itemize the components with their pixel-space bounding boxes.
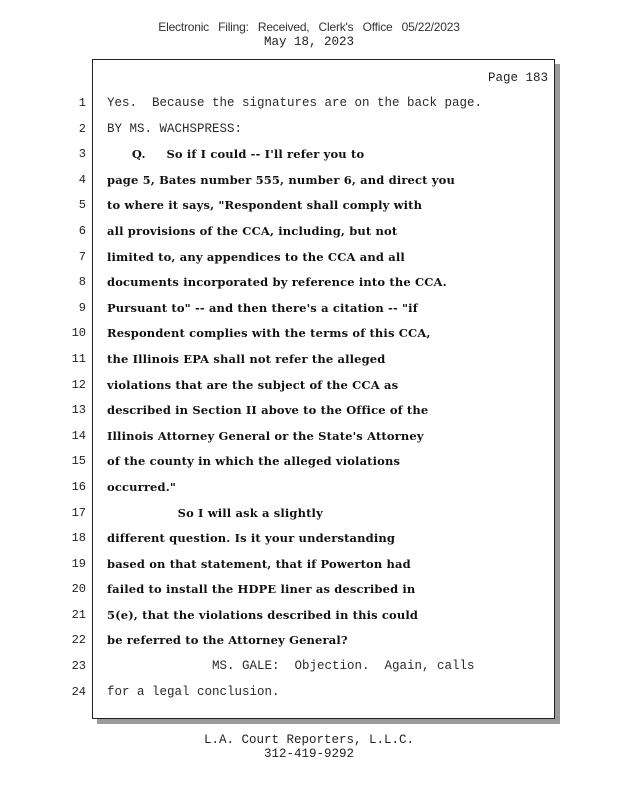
line-number: 7 xyxy=(78,249,86,264)
transcript-line: to where it says, "Respondent shall comply with xyxy=(107,198,423,213)
transcript-line: MS. GALE: Objection. Again, calls xyxy=(107,659,475,674)
transcript-line: failed to install the HDPE liner as described in xyxy=(107,582,416,597)
line-number: 20 xyxy=(71,582,86,597)
transcript-line: Respondent complies with the terms of this CCA, xyxy=(107,326,431,341)
footer-company: L.A. Court Reporters, L.L.C. xyxy=(203,733,415,747)
line-number: 21 xyxy=(71,607,86,622)
filing-stamp: Electronic Filing: Received, Clerk's Office 05/22/2023 xyxy=(158,20,460,34)
line-number: 17 xyxy=(71,505,86,520)
transcript-line: described in Section II above to the Office of the xyxy=(107,403,429,418)
line-number: 9 xyxy=(78,300,86,315)
line-number: 14 xyxy=(71,428,86,443)
transcript-line: based on that statement, that if Powerton had xyxy=(107,556,411,571)
transcript-line: Pursuant to" -- and then there's a citation -- "if xyxy=(107,300,418,315)
transcript-line: occurred." xyxy=(107,479,177,494)
line-number: 2 xyxy=(78,121,86,136)
transcript-line: of the county in which the alleged violations xyxy=(107,454,401,469)
line-number: 16 xyxy=(71,479,86,494)
transcript-line: Yes. Because the signatures are on the back page. xyxy=(107,96,483,110)
line-number: 15 xyxy=(71,454,86,469)
line-number: 5 xyxy=(78,198,86,213)
transcript-line: So I will ask a slightly xyxy=(107,505,323,520)
header-date: May 18, 2023 xyxy=(263,35,354,49)
transcript-line: Illinois Attorney General or the State's Attorney xyxy=(107,428,424,443)
transcript-line: violations that are the subject of the CCA as xyxy=(107,377,399,392)
line-number-column xyxy=(60,94,86,708)
transcript-line: the Illinois EPA shall not refer the alleged xyxy=(107,351,386,366)
line-number: 24 xyxy=(71,684,86,699)
footer-phone: 312-419-9292 xyxy=(263,747,354,761)
transcript-line: page 5, Bates number 555, number 6, and direct you xyxy=(107,172,455,187)
transcript-line: all provisions of the CCA, including, but not xyxy=(107,223,398,238)
transcript-line: documents incorporated by reference into the CCA. xyxy=(107,275,447,290)
line-number: 13 xyxy=(71,403,86,418)
line-number: 8 xyxy=(78,275,86,290)
transcript-body xyxy=(107,94,547,708)
transcript-line: limited to, any appendices to the CCA and all xyxy=(107,249,405,264)
transcript-line: be referred to the Attorney General? xyxy=(107,633,348,648)
line-number: 4 xyxy=(78,172,86,187)
line-number: 12 xyxy=(71,377,86,392)
line-number: 10 xyxy=(71,326,86,341)
transcript-line: Q. So if I could -- I'll refer you to xyxy=(107,147,365,162)
line-number: 19 xyxy=(71,556,86,571)
line-number: 18 xyxy=(71,531,86,546)
line-number: 23 xyxy=(71,659,86,674)
line-number: 22 xyxy=(71,633,86,648)
transcript-line: for a legal conclusion. xyxy=(107,684,280,699)
page-number: Page 183 xyxy=(487,71,548,85)
transcript-line: 5(e), that the violations described in this could xyxy=(107,607,419,622)
line-number: 1 xyxy=(78,96,86,110)
line-number: 11 xyxy=(71,351,86,366)
line-number: 3 xyxy=(78,147,86,162)
transcript-line: different question. Is it your understanding xyxy=(107,531,396,546)
line-number: 6 xyxy=(78,223,86,238)
transcript-line: BY MS. WACHSPRESS: xyxy=(107,121,243,136)
